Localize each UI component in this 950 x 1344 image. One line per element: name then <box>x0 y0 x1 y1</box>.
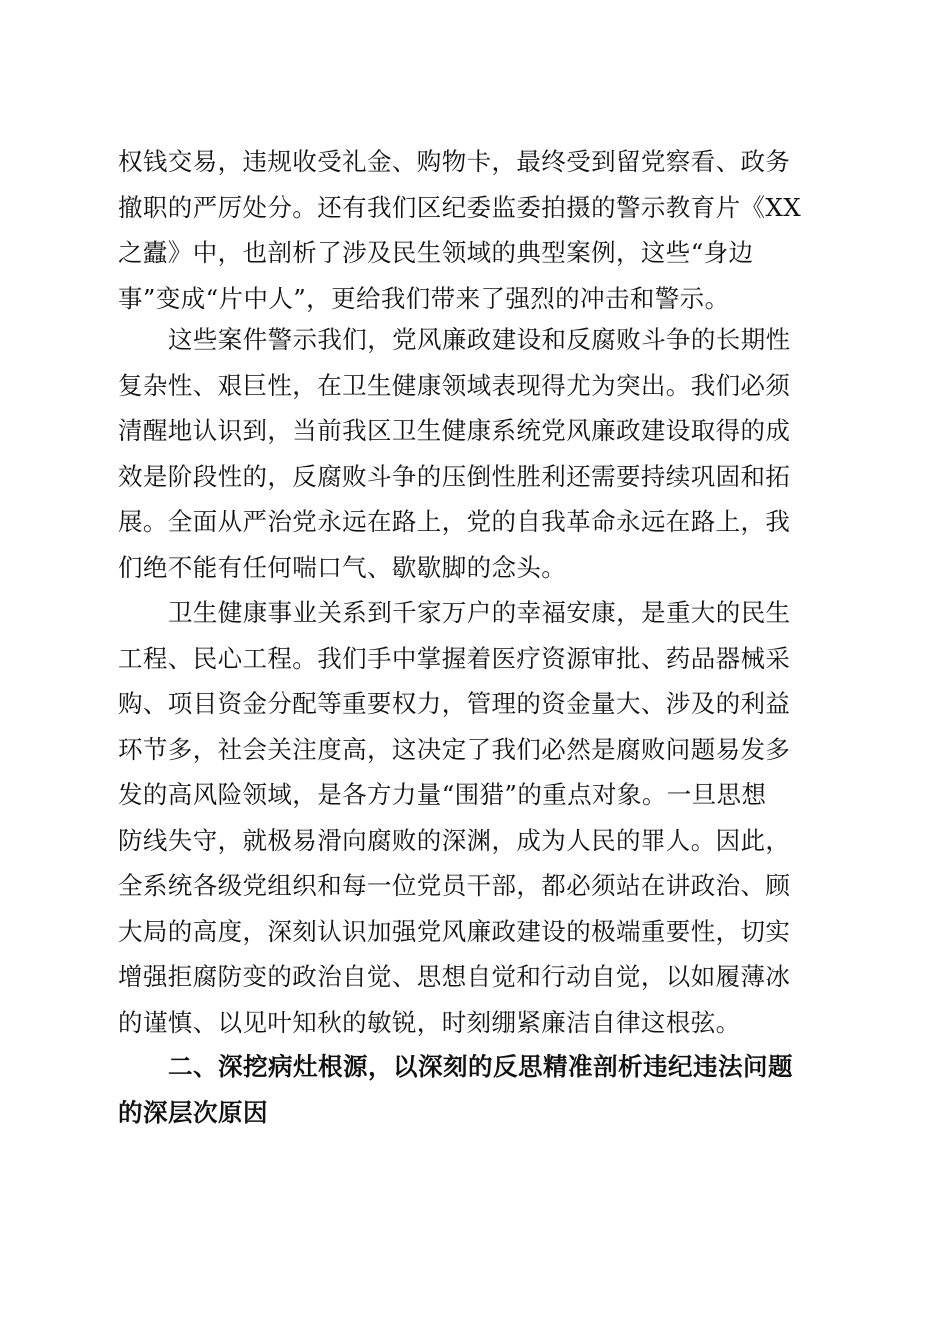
paragraph-line: 撤职的严厉处分。还有我们区纪委监委拍摄的警示教育片《XX <box>118 192 802 222</box>
paragraph-line: 发的高风险领域，是各方力量“围猎”的重点对象。一旦思想 <box>118 780 767 809</box>
section-heading <box>118 1044 828 1135</box>
paragraph-line: 卫生健康事业关系到千家万户的幸福安康，是重大的民生 <box>168 598 791 627</box>
paragraph-line: 事”变成“片中人”，更给我们带来了强烈的冲击和警示。 <box>118 283 730 313</box>
paragraph-line: 的谨慎、以见叶知秋的敏锐，时刻绷紧廉洁自律这根弦。 <box>118 1007 741 1037</box>
paragraph-line: 复杂性、艰巨性，在卫生健康领域表现得尤为突出。我们必须 <box>118 370 791 400</box>
heading-line: 二、深挖病灶根源，以深刻的反思精准剖析违纪违法问题 <box>168 1052 793 1081</box>
paragraph-line: 增强拒腐防变的政治自觉、思想自觉和行动自觉，以如履薄冰 <box>118 962 791 991</box>
paragraph-line: 展。全面从严治党永远在路上，党的自我革命永远在路上，我 <box>118 507 791 536</box>
paragraph-line: 大局的高度，深刻认识加强党风廉政建设的极端重要性，切实 <box>118 916 791 946</box>
paragraph-line: 工程、民心工程。我们手中掌握着医疗资源审批、药品器械采 <box>118 643 791 673</box>
paragraph-line: 清醒地认识到，当前我区卫生健康系统党风廉政建设取得的成 <box>118 416 791 445</box>
paragraph-line: 全系统各级党组织和每一位党员干部，都必须站在讲政治、顾 <box>118 871 791 900</box>
paragraph-line: 防线失守，就极易滑向腐败的深渊，成为人民的罪人。因此， <box>118 825 791 855</box>
paragraph-3 <box>118 590 828 1045</box>
paragraph-2 <box>118 317 828 590</box>
paragraph-line: 们绝不能有任何喘口气、歇歇脚的念头。 <box>118 552 567 582</box>
paragraph-line: 权钱交易，违规收受礼金、购物卡，最终受到留党察看、政务 <box>118 147 791 176</box>
heading-line: 的深层次原因 <box>118 1097 268 1127</box>
paragraph-line: 之蠹》中，也剖析了涉及民生领域的典型案例，这些“身边 <box>118 238 754 267</box>
paragraph-line: 这些案件警示我们，党风廉政建设和反腐败斗争的长期性 <box>168 325 791 354</box>
paragraph-1 <box>118 139 828 321</box>
paragraph-line: 购、项目资金分配等重要权力，管理的资金量大、涉及的利益 <box>118 689 791 718</box>
paragraph-line: 环节多，社会关注度高，这决定了我们必然是腐败问题易发多 <box>118 734 791 764</box>
paragraph-line: 效是阶段性的，反腐败斗争的压倒性胜利还需要持续巩固和拓 <box>118 461 791 491</box>
